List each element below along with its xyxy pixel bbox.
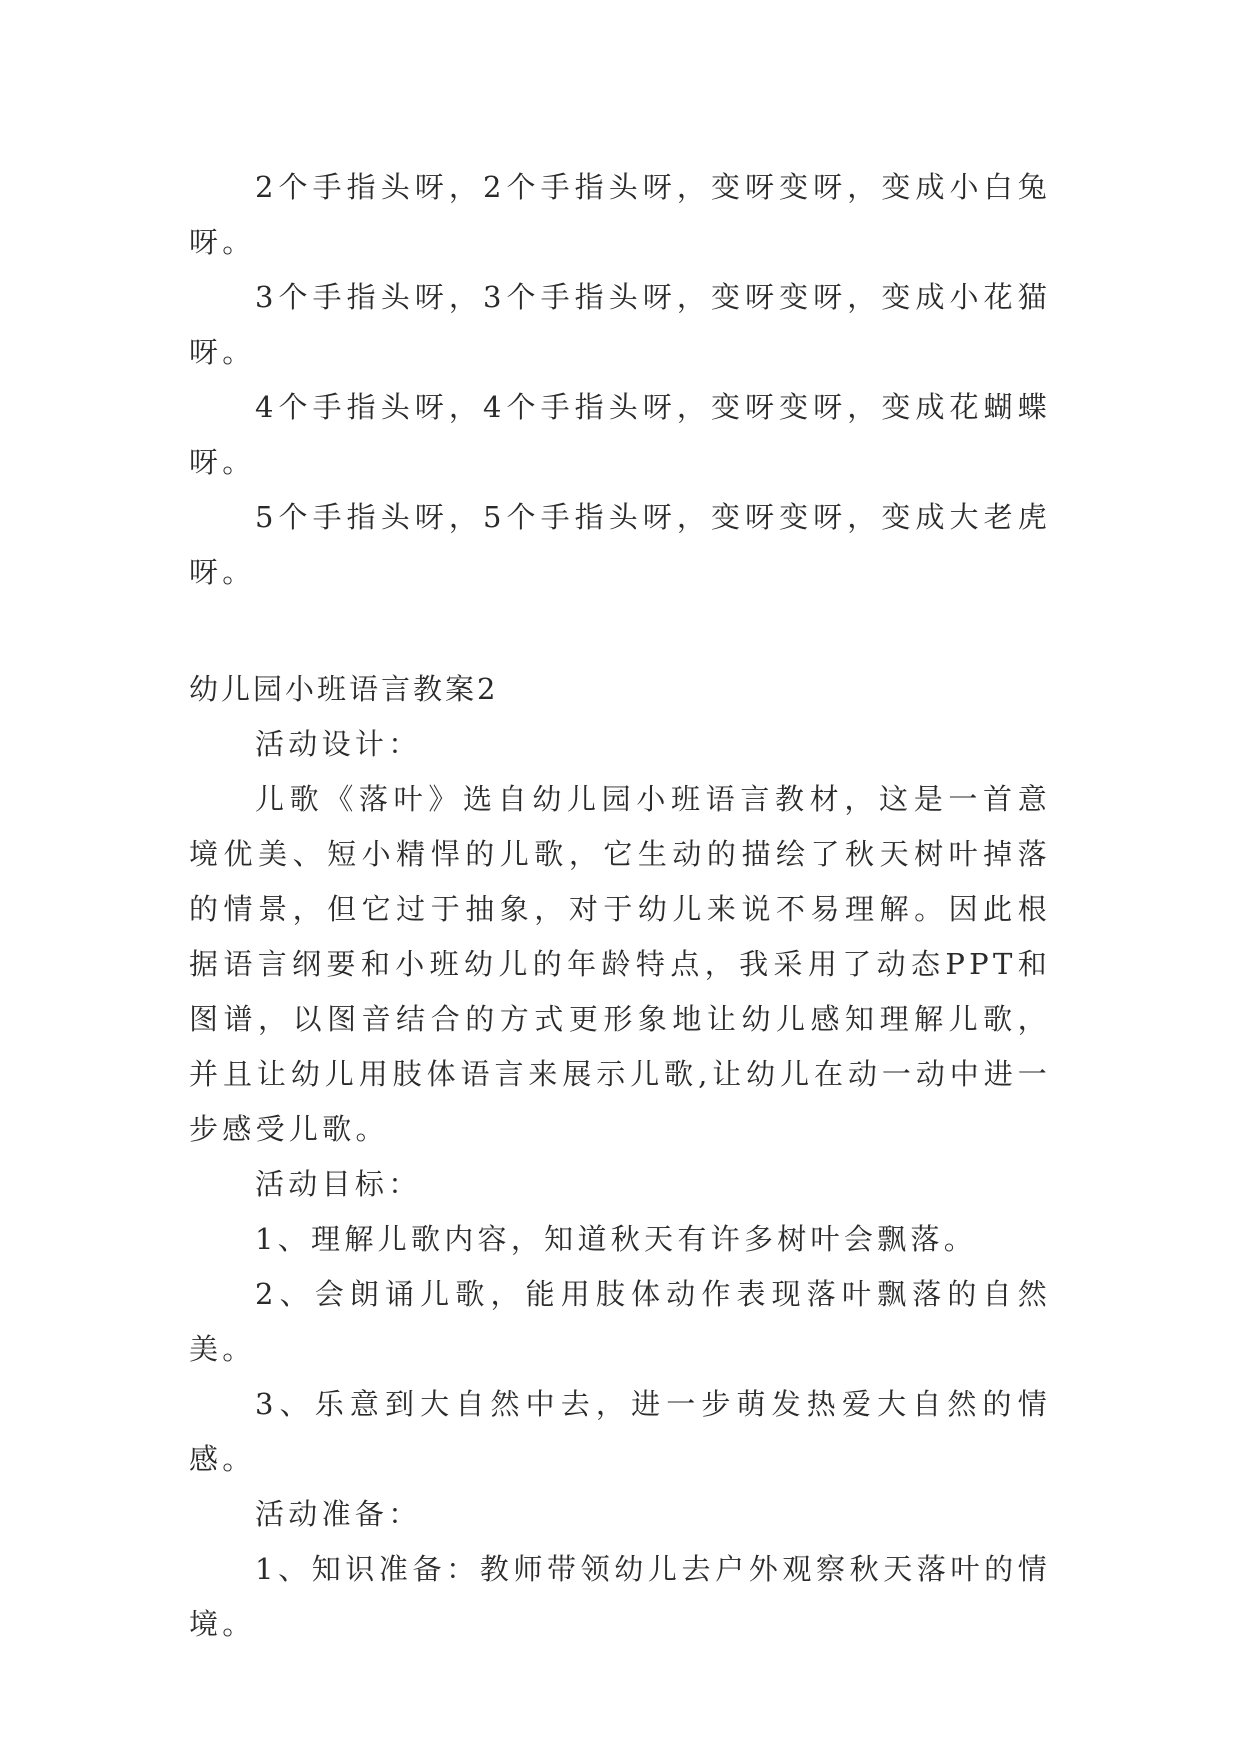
verse-paragraph: 5个手指头呀，5个手指头呀，变呀变呀，变成大老虎呀。 (189, 500, 1051, 589)
goal-item: 3、乐意到大自然中去，进一步萌发热爱大自然的情感。 (189, 1387, 1051, 1476)
verse-paragraph: 4个手指头呀，4个手指头呀，变呀变呀，变成花蝴蝶呀。 (189, 390, 1051, 479)
prep-heading: 活动准备： (255, 1497, 422, 1531)
design-heading: 活动设计： (255, 727, 422, 761)
goal-item: 1、理解儿歌内容，知道秋天有许多树叶会飘落。 (255, 1222, 978, 1256)
prep-item: 1、知识准备：教师带领幼儿去户外观察秋天落叶的情境。 (189, 1552, 1051, 1641)
document-page (189, 160, 1051, 1652)
design-paragraph: 儿歌《落叶》选自幼儿园小班语言教材，这是一首意境优美、短小精悍的儿歌，它生动的描绘了秋天树叶掉落的情景，但它过于抽象，对于幼儿来说不易理解。因此根据语言纲要和小班幼儿的年龄特点，我采用了动态PPT和图谱，以图音结合的方式更形象地让幼儿感知理解儿歌，并且让幼儿用肢体语言来展示儿歌,让幼儿在动一动中进一步感受儿歌。 (189, 782, 1051, 1146)
verse-paragraph: 3个手指头呀，3个手指头呀，变呀变呀，变成小花猫呀。 (189, 280, 1051, 369)
goal-item: 2、会朗诵儿歌，能用肢体动作表现落叶飘落的自然美。 (189, 1277, 1051, 1366)
section-title: 幼儿园小班语言教案2 (189, 672, 499, 706)
verse-paragraph: 2个手指头呀，2个手指头呀，变呀变呀，变成小白兔呀。 (189, 170, 1051, 259)
section-spacer (189, 600, 1051, 662)
goals-heading: 活动目标： (255, 1167, 422, 1201)
